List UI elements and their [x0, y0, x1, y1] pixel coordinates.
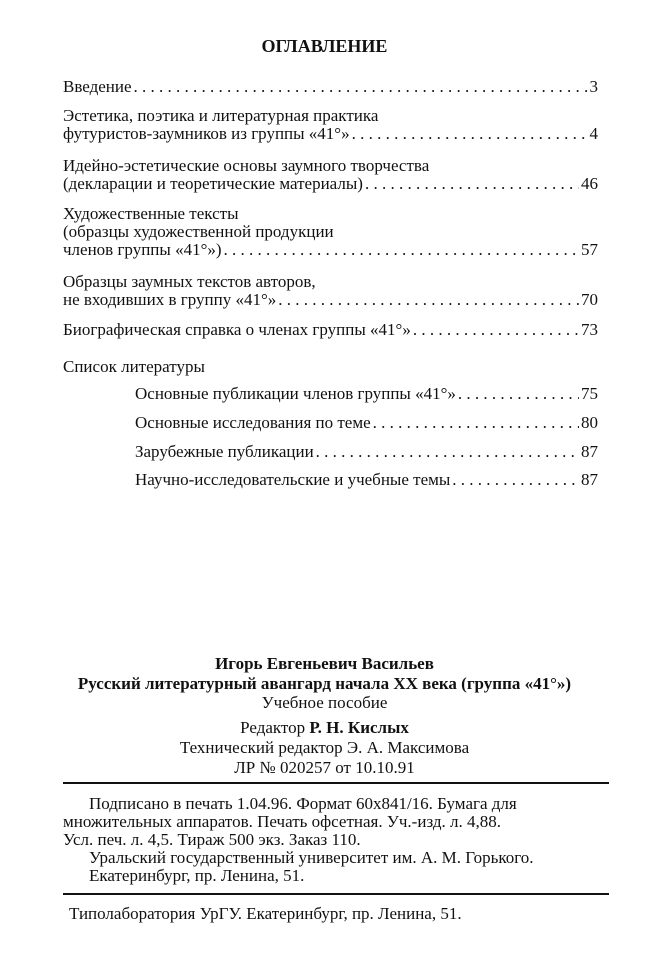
toc-entry-label: Образцы заумных текстов авторов, — [63, 272, 316, 291]
license-number: ЛР № 020257 от 10.10.91 — [234, 758, 415, 777]
publisher-line: Екатеринбург, пр. Ленина, 51. — [89, 866, 305, 885]
toc-page-number: 75 — [581, 384, 598, 403]
editor-label: Редактор — [240, 718, 306, 737]
print-line: Подписано в печать 1.04.96. Формат 60x841/16. Бумага для — [89, 794, 517, 813]
toc-entry-label: Эстетика, поэтика и литературная практика — [63, 106, 379, 125]
toc-entry — [63, 78, 598, 96]
tech-editor: Технический редактор Э. А. Максимова — [179, 738, 470, 757]
dot-leader — [365, 175, 579, 193]
toc-entry-label: футуристов-заумников из группы «41°» — [63, 124, 350, 143]
dot-leader — [373, 414, 579, 432]
author-name: Игорь Евгеньевич Васильев — [215, 654, 434, 673]
toc-page-number: 80 — [581, 413, 598, 432]
dot-leader — [134, 78, 588, 96]
print-line: Усл. печ. л. 4,5. Тираж 500 экз. Заказ 110. — [63, 830, 361, 849]
toc-entry-label: Биографическая справка о членах группы «41°» — [63, 320, 411, 339]
toc-entry-label: Художественные тексты — [63, 204, 239, 223]
dot-leader — [352, 125, 588, 143]
dot-leader — [413, 321, 579, 339]
toc-entry — [63, 157, 598, 193]
toc-subentry — [135, 471, 598, 489]
toc-entry-label: не входивших в группу «41°» — [63, 290, 277, 309]
toc-page-number: 46 — [581, 174, 598, 193]
book-title: Русский литературный авангард начала XX века (группа «41°») — [77, 674, 572, 693]
bibliography-heading: Список литературы — [63, 357, 205, 376]
editor-name: Р. Н. Кислых — [309, 718, 409, 737]
divider — [63, 782, 609, 784]
print-details — [63, 795, 609, 885]
toc-entry-label: Зарубежные публикации — [135, 442, 314, 461]
toc-page-number: 4 — [589, 124, 598, 143]
dot-leader — [278, 291, 579, 309]
editor-line — [0, 718, 649, 737]
toc-entry — [63, 205, 598, 259]
toc-entry-label: Основные публикации членов группы «41°» — [135, 384, 456, 403]
printer-line: Типолаборатория УрГУ. Екатеринбург, пр. Ленина, 51. — [69, 904, 462, 923]
toc-page-number: 87 — [581, 470, 598, 489]
toc-entry — [63, 273, 598, 309]
toc-entry — [63, 107, 598, 143]
toc-entry-label: Основные исследования по теме — [135, 413, 371, 432]
toc-entry-label: (образцы художественной продукции — [63, 222, 334, 241]
dot-leader — [452, 471, 579, 489]
toc-subentry — [135, 414, 598, 432]
dot-leader — [458, 385, 579, 403]
toc-page-number: 70 — [581, 290, 598, 309]
book-type: Учебное пособие — [261, 693, 388, 712]
toc-page-number: 87 — [581, 442, 598, 461]
toc-entry-label: Введение — [63, 77, 132, 96]
toc-page-number: 73 — [581, 320, 598, 339]
print-line: множительных аппаратов. Печать офсетная. Уч.-изд. л. 4,88. — [63, 812, 501, 831]
dot-leader — [316, 443, 579, 461]
publisher-line: Уральский государственный университет им. А. М. Горького. — [89, 848, 534, 867]
toc-page-number: 3 — [589, 77, 598, 96]
toc-entry-label: Научно-исследовательские и учебные темы — [135, 470, 451, 489]
divider — [63, 893, 609, 895]
toc-entry-label: (декларации и теоретические материалы) — [63, 174, 363, 193]
toc-subentry — [135, 443, 598, 461]
toc-entry-label: Идейно-эстетические основы заумного творчества — [63, 156, 430, 175]
toc-subentry — [135, 385, 598, 403]
toc-entry-label: членов группы «41°») — [63, 240, 222, 259]
dot-leader — [224, 241, 579, 259]
toc-page-number: 57 — [581, 240, 598, 259]
toc-entry — [63, 321, 598, 339]
page-title: ОГЛАВЛЕНИЕ — [261, 36, 388, 56]
